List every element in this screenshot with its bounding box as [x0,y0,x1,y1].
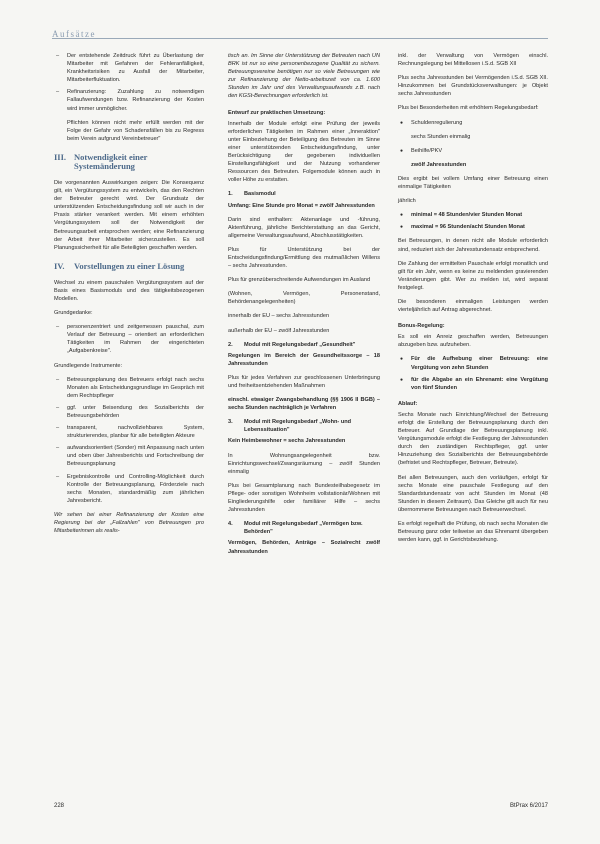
list-item: – ggf. unter Beisendung des Sozialberichts der Betreuungsbehörden [54,404,204,420]
list-item: – Refinanzierung: Zuzahlung zu notwendigen Fallaufwendungen bzw. Refinanzierung der Kosten wird immer unmöglicher. [54,88,204,112]
subheading: Entwurf zur praktischen Umsetzung: [228,109,326,116]
label: Grundlegende Instrumente: [54,362,123,369]
paragraph: außerhalb der EU – zwölf Jahresstunden [228,327,330,334]
list-item: ● Beihilfe/PKV [398,147,548,155]
paragraph: Regelungen im Bereich der Gesundheitssorge – 18 Jahresstunden [228,352,380,367]
module-number: 2. [228,341,233,348]
section-label: Aufsätze [52,29,96,39]
module-heading-4 [228,520,380,536]
section-title: Notwendigkeit einer Systemänderung [74,151,148,171]
paragraph: Es soll ein Anreiz geschaffen werden, Betreuungen abzugeben bzw. aufzuheben. [398,334,548,349]
module-title: Modul mit Regelungsbedarf „Wohn- und Lebenssituation" [244,419,352,434]
list-item: – aufwandsorientiert (Sonder) mit Anpassung nach unten und oben über Jahresberichts und Fortschreibung der Betreuungsplanung [54,444,204,468]
list-item: ● Für die Aufhebung einer Betreuung: eine Vergütung von zehn Stunden [398,355,548,371]
journal-issue: BtPrax 6/2017 [509,803,548,809]
section-number: III. [54,151,67,162]
section-heading-3 [54,153,204,171]
section-number: IV. [54,260,65,271]
list-item: – Der entstehende Zeitdruck führt zu Überlastung der Mitarbeiter mit Gefahren der Fehleranfälligkeit, Krankheitsrisiken zu Ausfall der Mitarbeiter, Mitarbeiterfluktuation. [54,52,204,84]
bullet-list-2 [398,147,548,155]
paragraph: Vermögen, Behörden, Anträge – Sozialrecht zwölf Jahresstunden [228,540,380,555]
column-1 [54,52,204,541]
page-number: 228 [54,803,65,809]
paragraph: Wir sehen bei einer Refinanzierung der Kosten eine Regierung bei der „Fallzahlen" von Betreuungen pro Mitarbeiterinnen als realis- [54,511,204,535]
paragraph: Plus für grenzüberschreitende Aufwendungen im Ausland [228,277,371,284]
column-3 [398,52,548,550]
paragraph: In Wohnungsangelegenheit bzw. Einrichtungswechsel/Zwangsräumung – zwölf Stunden einmalig [228,452,380,475]
bullet-list-1 [398,119,548,127]
list-item: ● maximal = 96 Stunden/acht Stunden Monat [398,223,548,231]
paragraph: Plus für jedes Verfahren zur geschlossenen Unterbringung und freiheitsentziehenden Maßnahmen [228,374,380,389]
paragraph: Plus bei Gesamtplanung nach Bundesteilhabegesetz im Pflege- oder sonstigen Wohnheim vollstationär/Wohnen mit Eingliederungshilfe oder familiärer Hilfe – sechs Jahresstunden [228,482,380,514]
dash-list-3 [54,376,204,505]
paragraph: Sechs Monate nach Einrichtung/Wechsel der Betreuung erfolgt die Erstellung der Betreuungsplanung durch den Betreuer. Auf Grundlage der Betreuungsplanung inkl. Vergütungsmodule erfolgt die Festlegung der Jahresstunden durch den zuständigen Rechtspfleger, ggf. unter Hinzuziehung des Sozialberichts der Betreuungsbehörde (befristet und Rechtspfleger, Betreuer, Betreute). [398,411,548,467]
list-item: ● Schuldenregulierung [398,119,548,127]
module-heading-2 [228,341,380,349]
paragraph: Plus sechs Jahresstunden bei Vermögenden i.S.d. SGB XII. Hinzukommen bei Grundstücksverwaltungen: je Objekt sechs Jahresstunden [398,75,548,98]
subheading: Ablauf: [398,400,418,407]
paragraph: Bei allen Betreuungen, auch den vorläufigen, erfolgt für sechs Monate eine pauschale Festlegung auf den Standardstundensatz von acht Stunden im Monat (48 Stunden in diesem Zeitraum). Das Gleiche gilt auch für neu übernommene Betreuungen nach Betreuerwechsel. [398,474,548,513]
module-title: Modul mit Regelungsbedarf „Vermögen bzw. Behörden" [244,521,363,536]
paragraph: Plus bei Besonderheiten mit erhöhtem Regelungsbedarf: [398,105,539,112]
bullet-list-4 [398,355,548,391]
module-heading-1 [228,190,380,198]
module-number: 1. [228,191,233,198]
column-2 [228,52,380,562]
paragraph: jährlich [398,198,416,205]
list-item: – transparent, nachvollziehbares System, strukturierendes, planbar für alle beteiligten Akteure [54,424,204,440]
paragraph: inkl. der Verwaltung von Vermögen einschl. Rechnungslegung bei Mittellosen i.S.d. SGB XII [398,53,548,68]
module-number: 3. [228,419,233,426]
paragraph: Kein Heimbewohner = sechs Jahresstunden [228,438,346,445]
paragraph: Pflichten können nicht mehr erfüllt werden mit der Folge der Gefahr von Schadensfällen bis zu Regress beim Verein aufgrund Vereinbetreuer" [67,119,204,142]
running-header [52,24,548,39]
list-item: – personenzentriert und zeitgemessen pauschal, zum Verlauf der Betreuung – orientiert an erforderlichen Tätigkeiten im Rahmen der eingerichteten „Aufgabenkreise". [54,323,204,355]
section-title: Vorstellungen zu einer Lösung [74,260,185,271]
list-item: ● minimal = 48 Stunden/vier Stunden Monat [398,211,548,219]
paragraph: zwölf Jahresstunden [411,161,467,168]
paragraph: Die vorgenannten Auswirkungen zeigen: Die Konsequenz gilt, ein Vergütungssystem zu entwickeln, das den Rechten der Betreuter gerecht wird. Der Grundsatz der unterstützenden Entscheidungsfindung soll wir auch in der Praxis stärker verankert werden. Mit einem erhöhten Vergütungssystem soll der Notwendigkeit der Betreuungsarbeit entsprochen werden; eine Refinanzierung der Arbeit ihrer Mitarbeiter sicherzustellen. Es soll Planungssicherheit für alle Beteiligten geschaffen werden. [54,179,204,251]
paragraph: Darin sind enthalten: Aktenanlage und -führung, Aktenführung, jährliche Berichterstattung an das Gericht, allgemeine Verwaltungsaufwand, Abschlusstätigkeiten. [228,216,380,239]
paragraph: Plus für Unterstützung bei der Entscheidungsfindung/Ermittlung des mutmaßlichen Willens – sechs Jahresstunden. [228,246,380,270]
module-title: Modul mit Regelungsbedarf „Gesundheit" [244,341,356,348]
subheading: Bonus-Regelung: [398,323,445,330]
dash-list-1 [54,52,204,113]
paragraph: Dies ergibt bei vollem Umfang einer Betreuung einen einmalige Tätigkeiten [398,175,548,191]
paragraph: Es erfolgt regelhaft die Prüfung, ob nach sechs Monaten die Betreuung ganz oder teilweise an das Ehrenamt übergeben werden kann, ggf. in Gerichtsbeziehung. [398,521,548,544]
module-heading-3 [228,418,380,434]
list-item: ● für die Abgabe an ein Ehrenamt: eine Vergütung von fünf Stunden [398,376,548,392]
paragraph: sechs Stunden einmalig [411,133,471,140]
paragraph: Wechsel zu einem pauschalen Vergütungssystem auf der Basis eines Basismoduls und des tätigkeitsbezogenen Modellen. [54,279,204,302]
label: Grundgedanke: [54,310,93,317]
paragraph: (Wohnen, Vermögen, Personenstand, Behördenangelegenheiten) [228,291,380,306]
paragraph: Die Zahlung der ermittelten Pauschale erfolgt monatlich und gilt für ein Jahr, wenn es keine zu meldenden gravierenden Veränderungen gibt. Wer zu melden ist, wird separat festgelegt. [398,260,548,291]
paragraph: Die besonderen einmaligen Leistungen werden vierteljährlich auf Antrag abgerechnet. [398,298,548,314]
paragraph: Bei Betreuungen, in denen nicht alle Module erforderlich sind, reduziert sich der Jahresstundensatz entsprechend. [398,238,548,253]
section-heading-4 [54,262,204,271]
module-number: 4. [228,521,233,528]
paragraph: innerhalb der EU – sechs Jahresstunden [228,313,330,320]
list-item: – Betreuungsplanung des Betreuers erfolgt nach sechs Monaten als Entscheidungsgrundlage im Gespräch mit dem Rechtspfleger [54,376,204,400]
module-title: Basismodul [244,191,276,198]
list-item: – Ergebniskontrolle und Controlling-Möglichkeit durch Kontrolle der Betreuungsplanung, Förderziele nach sechs Monaten, standardmäßig zum jährlichen Jahresbericht. [54,473,204,505]
dash-list-2 [54,323,204,355]
paragraph: tisch an. Im Sinne der Unterstützung der Betreuten nach UN BRK ist nur so eine personenbezogene Qualität zu sichern. Betreuungsvereine benötigen nur so viele Betreuungen wie zur Refinanzierung der Netto-arbeitszeit von ca. 1.600 Stunden im Jahr und des Verwaltungsaufwands z.B. nach den KGSt-Berechnungen erforderlich ist. [228,53,380,100]
bullet-list-3 [398,211,548,231]
paragraph: Umfang: Eine Stunde pro Monat = zwölf Jahresstunden [228,202,375,209]
paragraph: einschl. etwaiger Zwangsbehandlung (§§ 1906 II BGB) – sechs Stunden nachträglich je Verfahren [228,397,380,412]
paragraph: Innerhalb der Module erfolgt eine Prüfung der jeweils erforderlichen Tätigkeiten im Rahmen einer „Inneraktion" unter Einbeziehung der Beteiligung des Betreuten im Sinne einer unterstützenden Entscheidungsfindung, unter Berücksichtigung der gegebenen individuellen Einstellungsfähigkeit und der Nutzung vorhandener Ressourcen des Betreuten. Folgemodule können auch in voller Höhe zu erstatten. [228,120,380,184]
